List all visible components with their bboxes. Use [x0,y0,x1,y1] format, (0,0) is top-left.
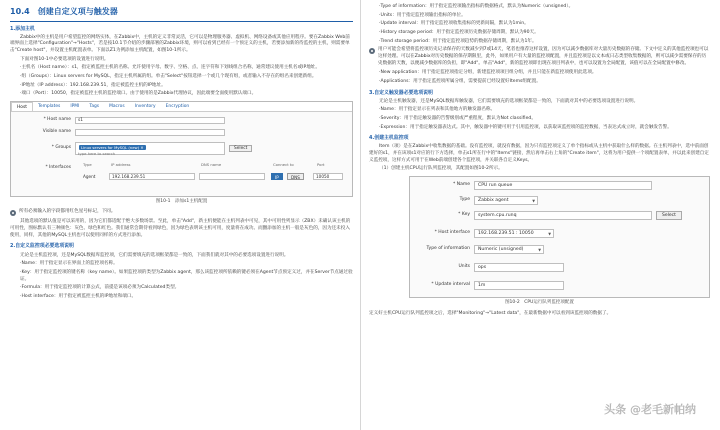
row-interfaces [25,165,75,171]
tab-host[interactable]: Host [11,102,33,111]
interface-ip-input[interactable]: 192.168.239.51 [109,173,195,180]
paragraph: 无论是主机监控项，还是MySQL数据库监控项，它们需要填充的选项框架都是一致的，下面我们就对其中的必要选项设置进行说明。 [20,252,289,258]
interface-dns-input[interactable] [199,173,265,180]
note-text: 用户可能会希望将监控项历史记录保存的天数减少到7或14天，笔者也推荐这样设置，因为可以减少数据库对大量历史数据的存储。下文中定义的其他监控项也可以这样处理。可以在Zabbix对历史数据的保存期限里，此外，如果用户有大量的监控项配置，并且监控项是以文本或日志类型收集数据的，则可以减少需要保存的历史数据的天数，以便减少数据库的负担，即"Add"。单击"Add"，新的监控项即出现在项目列表中，也可以设置为全局配置，该值可以在全局配置中修改。 [378,47,709,66]
note [369,47,710,67]
paragraph: Item（项）是在Zabbix中收集数据的基础。没有监控项，就没有数据，因为只有监控项定义了单个指标或从主机中获取什么样的数据。在主机列表中，选中前面创建好的s1，并在该项s1对应的行下方选择，单击s1所在行中的"Items"链接，然后再单击右上角的"Create item"，这将为用户提供一个项配置表单，并以此来创建自定义监控项，这样方式可用于在Web前端创建各个监控项，并关联各自定义Keys。 [369,144,709,163]
label-hostname: * Host name [43,117,71,123]
list-item: ·Key：用于指定监控项的键名称（key name）。如果监控项的类型为Zabbix agent，那么该监控项所依赖的键必须在Agent节点预定义过，并在Server节点通过验证。 [20,269,353,282]
row-visible-name [25,129,225,136]
paragraph: （1）创建主机CPU运行队列监控项，其配置如图10-2所示。 [379,166,503,172]
label-interfaces: * Interfaces [45,164,71,170]
watermark-text: 头条 @老毛新帕纳 [604,403,696,417]
col-type: Type [83,161,92,167]
row-type-of-information [414,245,544,254]
paragraph: 下面对图10-1中必要选项的设置进行说明。 [20,56,109,62]
tab-ipmi[interactable]: IPMI [70,103,80,109]
right-page [361,0,720,430]
label-name: * Name [453,182,470,188]
tab-encryption[interactable]: Encryption [165,103,190,109]
section-title: 创建自定义项与触发器 [37,7,118,16]
list-item: ·Host interface：用于指定被监控主机的IP地址和端口。 [20,293,137,299]
interface-type-agent: Agent [83,173,96,179]
section-number: 10.4 [10,7,30,16]
interface-port-input[interactable]: 10050 [313,173,343,180]
type-select[interactable]: Zabbix agent ▼ [474,196,538,205]
groups-input[interactable] [75,142,225,155]
host-interface-select[interactable]: 192.168.239.51 : 10050 ▼ [474,229,554,238]
figure-caption: 图10-2 CPU运行队列监控项配置 [505,300,574,306]
update-interval-input[interactable]: 1m [474,281,564,290]
label-type-of-information: Type of information [426,246,470,252]
row-groups [25,142,252,155]
label-visible-name: Visible name [42,129,71,135]
label-update-interval: * Update interval [431,282,470,288]
row-host-interface [414,229,554,238]
units-input[interactable]: ops [474,263,564,272]
name-input[interactable]: CPU run queue [474,181,652,190]
note-text: 所有必须输入的字段都用红色星号标记，下同。 [19,209,116,215]
label-type: Type [459,197,470,203]
row-hostname [25,117,225,124]
list-item: ·New application：用于指定监控项指定分组，新建监控项项目组分组，并且只能在新监控项使用此选项。 [379,70,597,76]
list-item: ·Formula：用于指定监控项的计算公式，前提是该项必须为Calculated类型。 [20,285,180,291]
connect-dns-toggle[interactable]: DNS [287,173,304,180]
note [10,209,353,216]
label-host-interface: * Host interface [434,230,470,236]
label-groups: * Groups [51,145,71,151]
host-tabs [11,102,352,112]
figure-host-form [10,101,353,197]
hostname-input[interactable]: s1 [75,117,225,124]
list-item: ·Severity：用于指定触发器的告警级别或严重程度，默认为Not classified。 [379,115,536,121]
connect-ip-toggle[interactable]: IP [271,173,283,180]
list-item: ·主机名（Host name）：s1，指定被监控主机的名称。允许使用字母、数字、空格、点、连字符和下划线组合名称，通常建议使用主机名或IP地址。 [20,65,320,71]
groups-search-hint: type here to search [78,150,116,156]
list-item: ·Update interval：用于指定监控项收集指标的更新间隔，默认为1min。 [379,21,529,27]
list-item: ·IP地址（IP address）：192.168.239.51，指定被监控主机的IP地址。 [20,82,166,88]
col-ip: IP address [111,161,131,167]
section-header [10,6,353,22]
list-item: ·Trend storage period：用于指定监控项趋势的数据存储周期，默认为1年。 [379,38,537,44]
row-update-interval [414,281,564,290]
note-icon [10,210,16,216]
label-units: Units [458,264,470,270]
paragraph: 其他选项的默认值是可以采用的，因为它们都适配于绝大多数场景。至此，单击"Add"，新主机便能在主机列表中可见，其中可用性列显示（ZBX）未确认该主机的可用性，图标默认有三种颜色：灰色、绿色和红色。我们通常会期待看到绿色，因为绿色表明该主机可用，度量将在成功。而删添加的主机一般是灰色的，因为还未投入使用，同样，其他的MySQL主机也可以使用同样的方式进行添加。 [10,219,351,238]
subheading-add-host: 1.添加主机 [10,25,35,32]
visible-name-input[interactable] [75,129,225,136]
list-item: ·History storage period：用于指定监控项历史数据存储周期，默认为90天。 [379,29,539,35]
list-item: ·Units：用于指定监控项输出指标的单位。 [379,12,466,18]
figure-caption: 图10-1 添加s1主机配置 [155,198,208,204]
group-tag[interactable]: Linux servers for MySQL (new) ✕ [81,144,144,150]
col-connect: Connect to [273,161,294,167]
label-key: * Key [458,212,470,218]
row-name [414,181,652,190]
type-of-information-select[interactable]: Numeric (unsigned) ▼ [474,245,544,254]
tab-tags[interactable]: Tags [89,103,100,109]
list-item: ·组（Groups）：Linux servers for MySQL，指定主机所属的组。单击"Select"按钮选择一个或几个现有组，或者输入不存在的组名来创建新组。 [20,73,317,79]
key-input[interactable]: system.cpu.runq [474,211,652,220]
tab-templates[interactable]: Templates [38,103,61,109]
note-icon [369,48,375,54]
subheading-create-item: 4.创建主机监控项 [369,135,409,142]
row-units [414,263,564,272]
paragraph: 定义好主机CPU运行队列监控项之后，选择"Monitoring"→"Latest data"，在最新数据中可以看到该监控项的数据了。 [369,310,612,316]
list-item: ·Type of information：用于指定监控项输出指标的数据格式，默认为Numeric（unsigned）。 [379,4,574,9]
paragraph: 无论是主机触发器，还是MySQL数据库触发器，它们需要填充的选项框架都是一致的，下面就对其中的必要选项设置进行说明。 [379,98,639,104]
list-item: ·端口（Port）：10050，指定被监控主机的监控端口。由于使用的是Zabbix代理协议，因此端要全面使用默认端口。 [20,91,257,97]
list-item: ·Name：用于指定显示在列表和其他地方的触发器名称。 [379,107,496,113]
tab-inventory[interactable]: Inventory [134,103,156,109]
subheading-triggers: 3.自定义触发器必要选项说明 [369,89,433,96]
figure-item-form [409,176,710,298]
tab-macros[interactable]: Macros [109,103,125,109]
col-dns: DNS name [201,161,222,167]
row-type [414,196,538,205]
list-item: ·Applications：用于指定监控项所属分组，需要提前已经设置好Items组配置。 [379,78,541,84]
key-select-button[interactable]: Select [656,211,682,220]
col-port: Port [317,161,325,167]
subheading-items: 2.自定义监控项必要选项说明 [10,243,74,250]
paragraph: Zabbix中的主机是用户希望监控的网络实体，在Zabbix中，主机的定义非常灵活，它可以是物理服务器、虚拟机、网络设备或其他应用程序。要在Zabbix Web前端界面上选择"Configuration"→"Hosts"，若是按10.1节介绍的步骤部署的Zabbix环境，则可以看到已经有一个预定义的主机，若要添加新的待监控的主机，则需要单击"Create host"，并设置主机配置表单。下面以Z1为例添加主机配置，如图10-1所示。 [10,34,350,54]
list-item: ·Expression：用于指定触发器表达式。其中，触发器中的键可用于引用监控项，以获取该监控项的监控数据，当表达式成立时，就会触发告警。 [379,124,672,130]
list-item: ·Name：用于指定显示在界面上的监控项名称。 [20,261,118,267]
row-key [414,211,682,220]
groups-select-button[interactable]: Select [229,145,252,152]
